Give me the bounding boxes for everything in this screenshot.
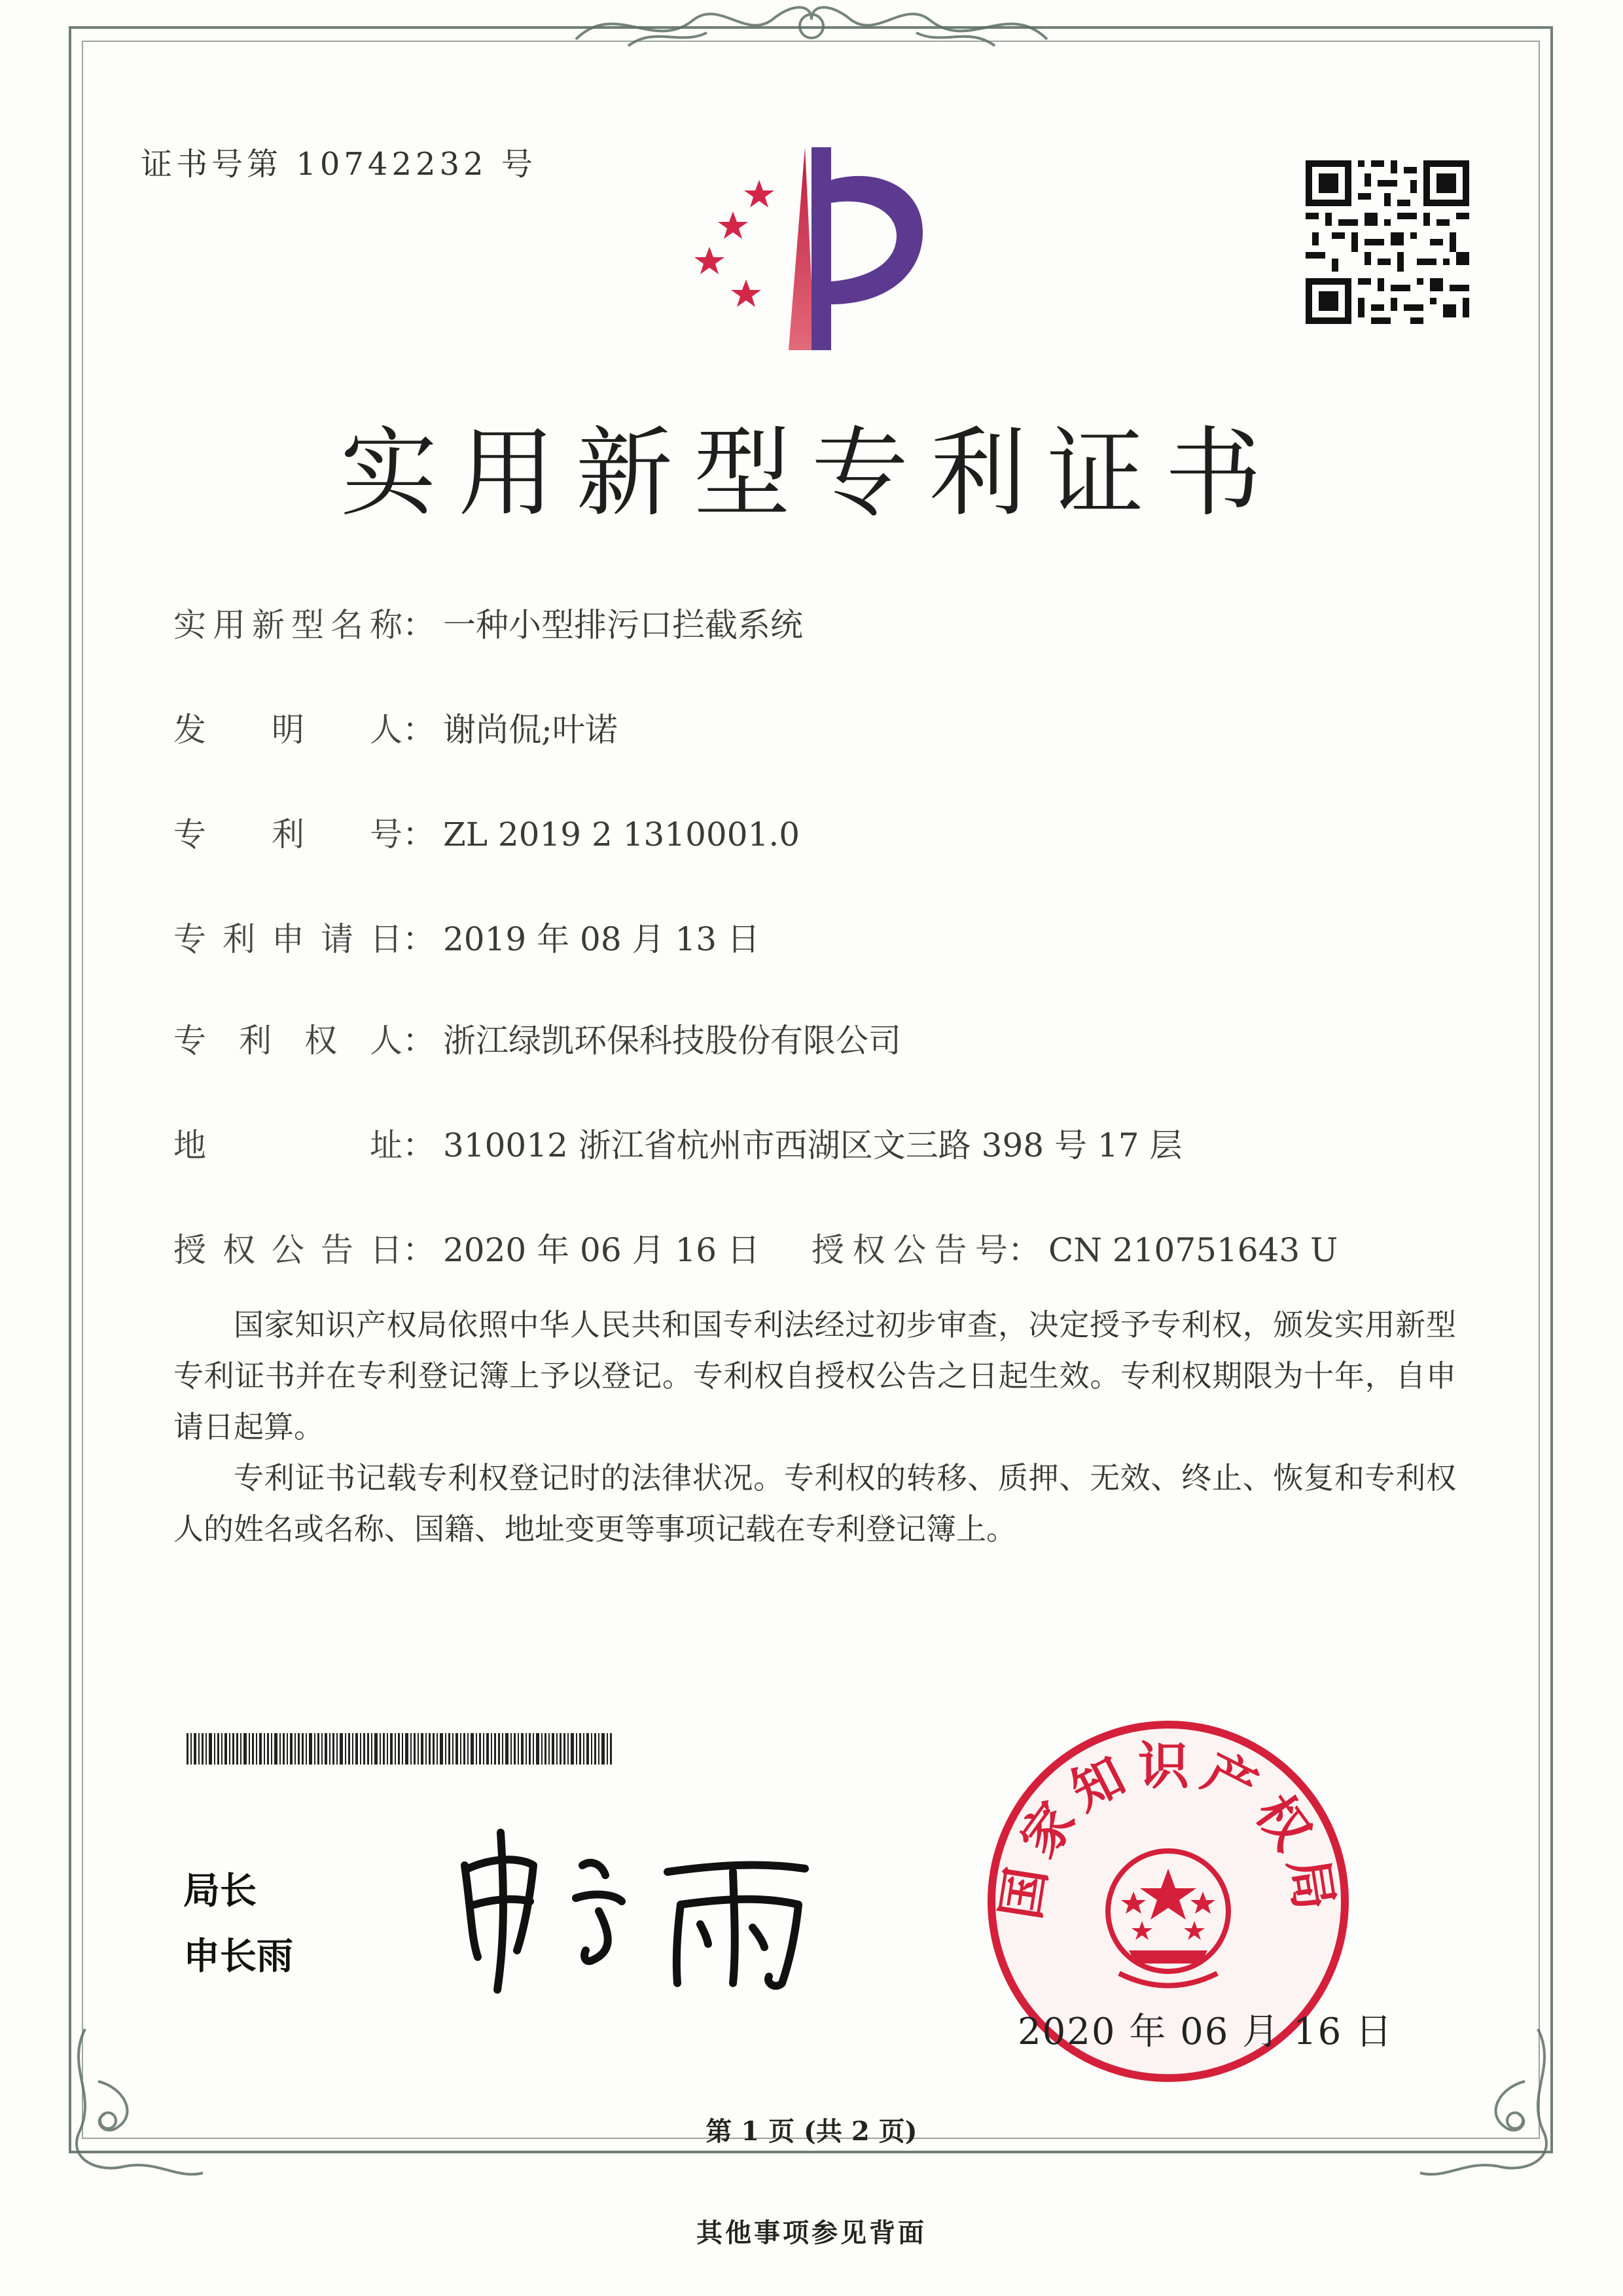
field-label: 专利申请日 (173, 920, 402, 958)
field-value: 310012 浙江省杭州市西湖区文三路 398 号 17 层 (443, 1126, 1183, 1164)
bottom-right-ornament (1407, 2016, 1564, 2186)
body-text (173, 1299, 1456, 1554)
field-value: 一种小型排污口拦截系统 (443, 606, 803, 644)
top-ornament (563, 0, 1060, 59)
footer-note: 其他事项参见背面 (696, 2217, 927, 2248)
field-value: CN 210751643 U (1048, 1231, 1338, 1269)
field-address: 地址： 310012 浙江省杭州市西湖区文三路 398 号 17 层 (173, 1119, 1182, 1166)
certificate-number (141, 139, 537, 184)
seal-text: 国家知识产权局 (991, 1737, 1345, 1924)
seal-date: 2020 年 06 月 16 日 (1018, 2011, 1394, 2053)
field-value: 浙江绿凯环保科技股份有限公司 (443, 1022, 901, 1060)
qr-code (1306, 160, 1469, 324)
field-label: 专利权人 (173, 1022, 402, 1060)
certificate-number-value: 10742232 (296, 146, 488, 183)
field-label: 地址 (173, 1126, 402, 1164)
logo-stars (694, 180, 774, 307)
page-title: 实用新型专利证书 (340, 417, 1283, 529)
page-indicator: 第 1 页 (共 2 页) (705, 2116, 918, 2147)
field-value: ZL 2019 2 1310001.0 (443, 816, 800, 853)
field-value: 2019 年 08 月 13 日 (443, 920, 760, 958)
patent-office-logo (681, 141, 942, 357)
field-value: 2020 年 06 月 16 日 (443, 1231, 760, 1269)
director-signature (452, 1820, 844, 2003)
field-label: 发明人 (173, 711, 402, 749)
field-label: 授权公告号 (812, 1231, 1008, 1269)
certificate-number-label: 证书号第 (141, 146, 283, 183)
field-value: 谢尚侃;叶诺 (443, 711, 618, 749)
field-inventor: 发明人： 谢尚侃;叶诺 (173, 704, 618, 751)
field-label: 实用新型名称 (173, 606, 402, 644)
bottom-left-ornament (59, 2016, 216, 2186)
body-paragraph: 国家知识产权局依照中华人民共和国专利法经过初步审查，决定授予专利权，颁发实用新型专利证书并在专利登记簿上予以登记。专利权自授权公告之日起生效。专利权期限为十年，自申请日起算。 (173, 1307, 1456, 1444)
body-paragraph: 专利证书记载专利权登记时的法律状况。专利权的转移、质押、无效、终止、恢复和专利权人的姓名或名称、国籍、地址变更等事项记载在专利登记簿上。 (173, 1460, 1456, 1547)
director-name: 申长雨 (183, 1935, 293, 1978)
field-patent-number: 专利号： ZL 2019 2 1310001.0 (173, 808, 800, 855)
field-application-date: 专利申请日： 2019 年 08 月 13 日 (173, 913, 760, 960)
field-grant-date: 授权公告日： 2020 年 06 月 16 日 (173, 1224, 760, 1271)
field-name: 实用新型名称： 一种小型排污口拦截系统 (173, 599, 803, 646)
field-label: 专利号 (173, 816, 402, 853)
certificate-number-suffix: 号 (501, 146, 537, 183)
field-patentee: 专利权人： 浙江绿凯环保科技股份有限公司 (173, 1014, 901, 1062)
barcode (187, 1733, 612, 1765)
field-grant-number: 授权公告号： CN 210751643 U (812, 1224, 1338, 1271)
director-title: 局长 (183, 1870, 257, 1912)
field-label: 授权公告日 (173, 1231, 402, 1269)
